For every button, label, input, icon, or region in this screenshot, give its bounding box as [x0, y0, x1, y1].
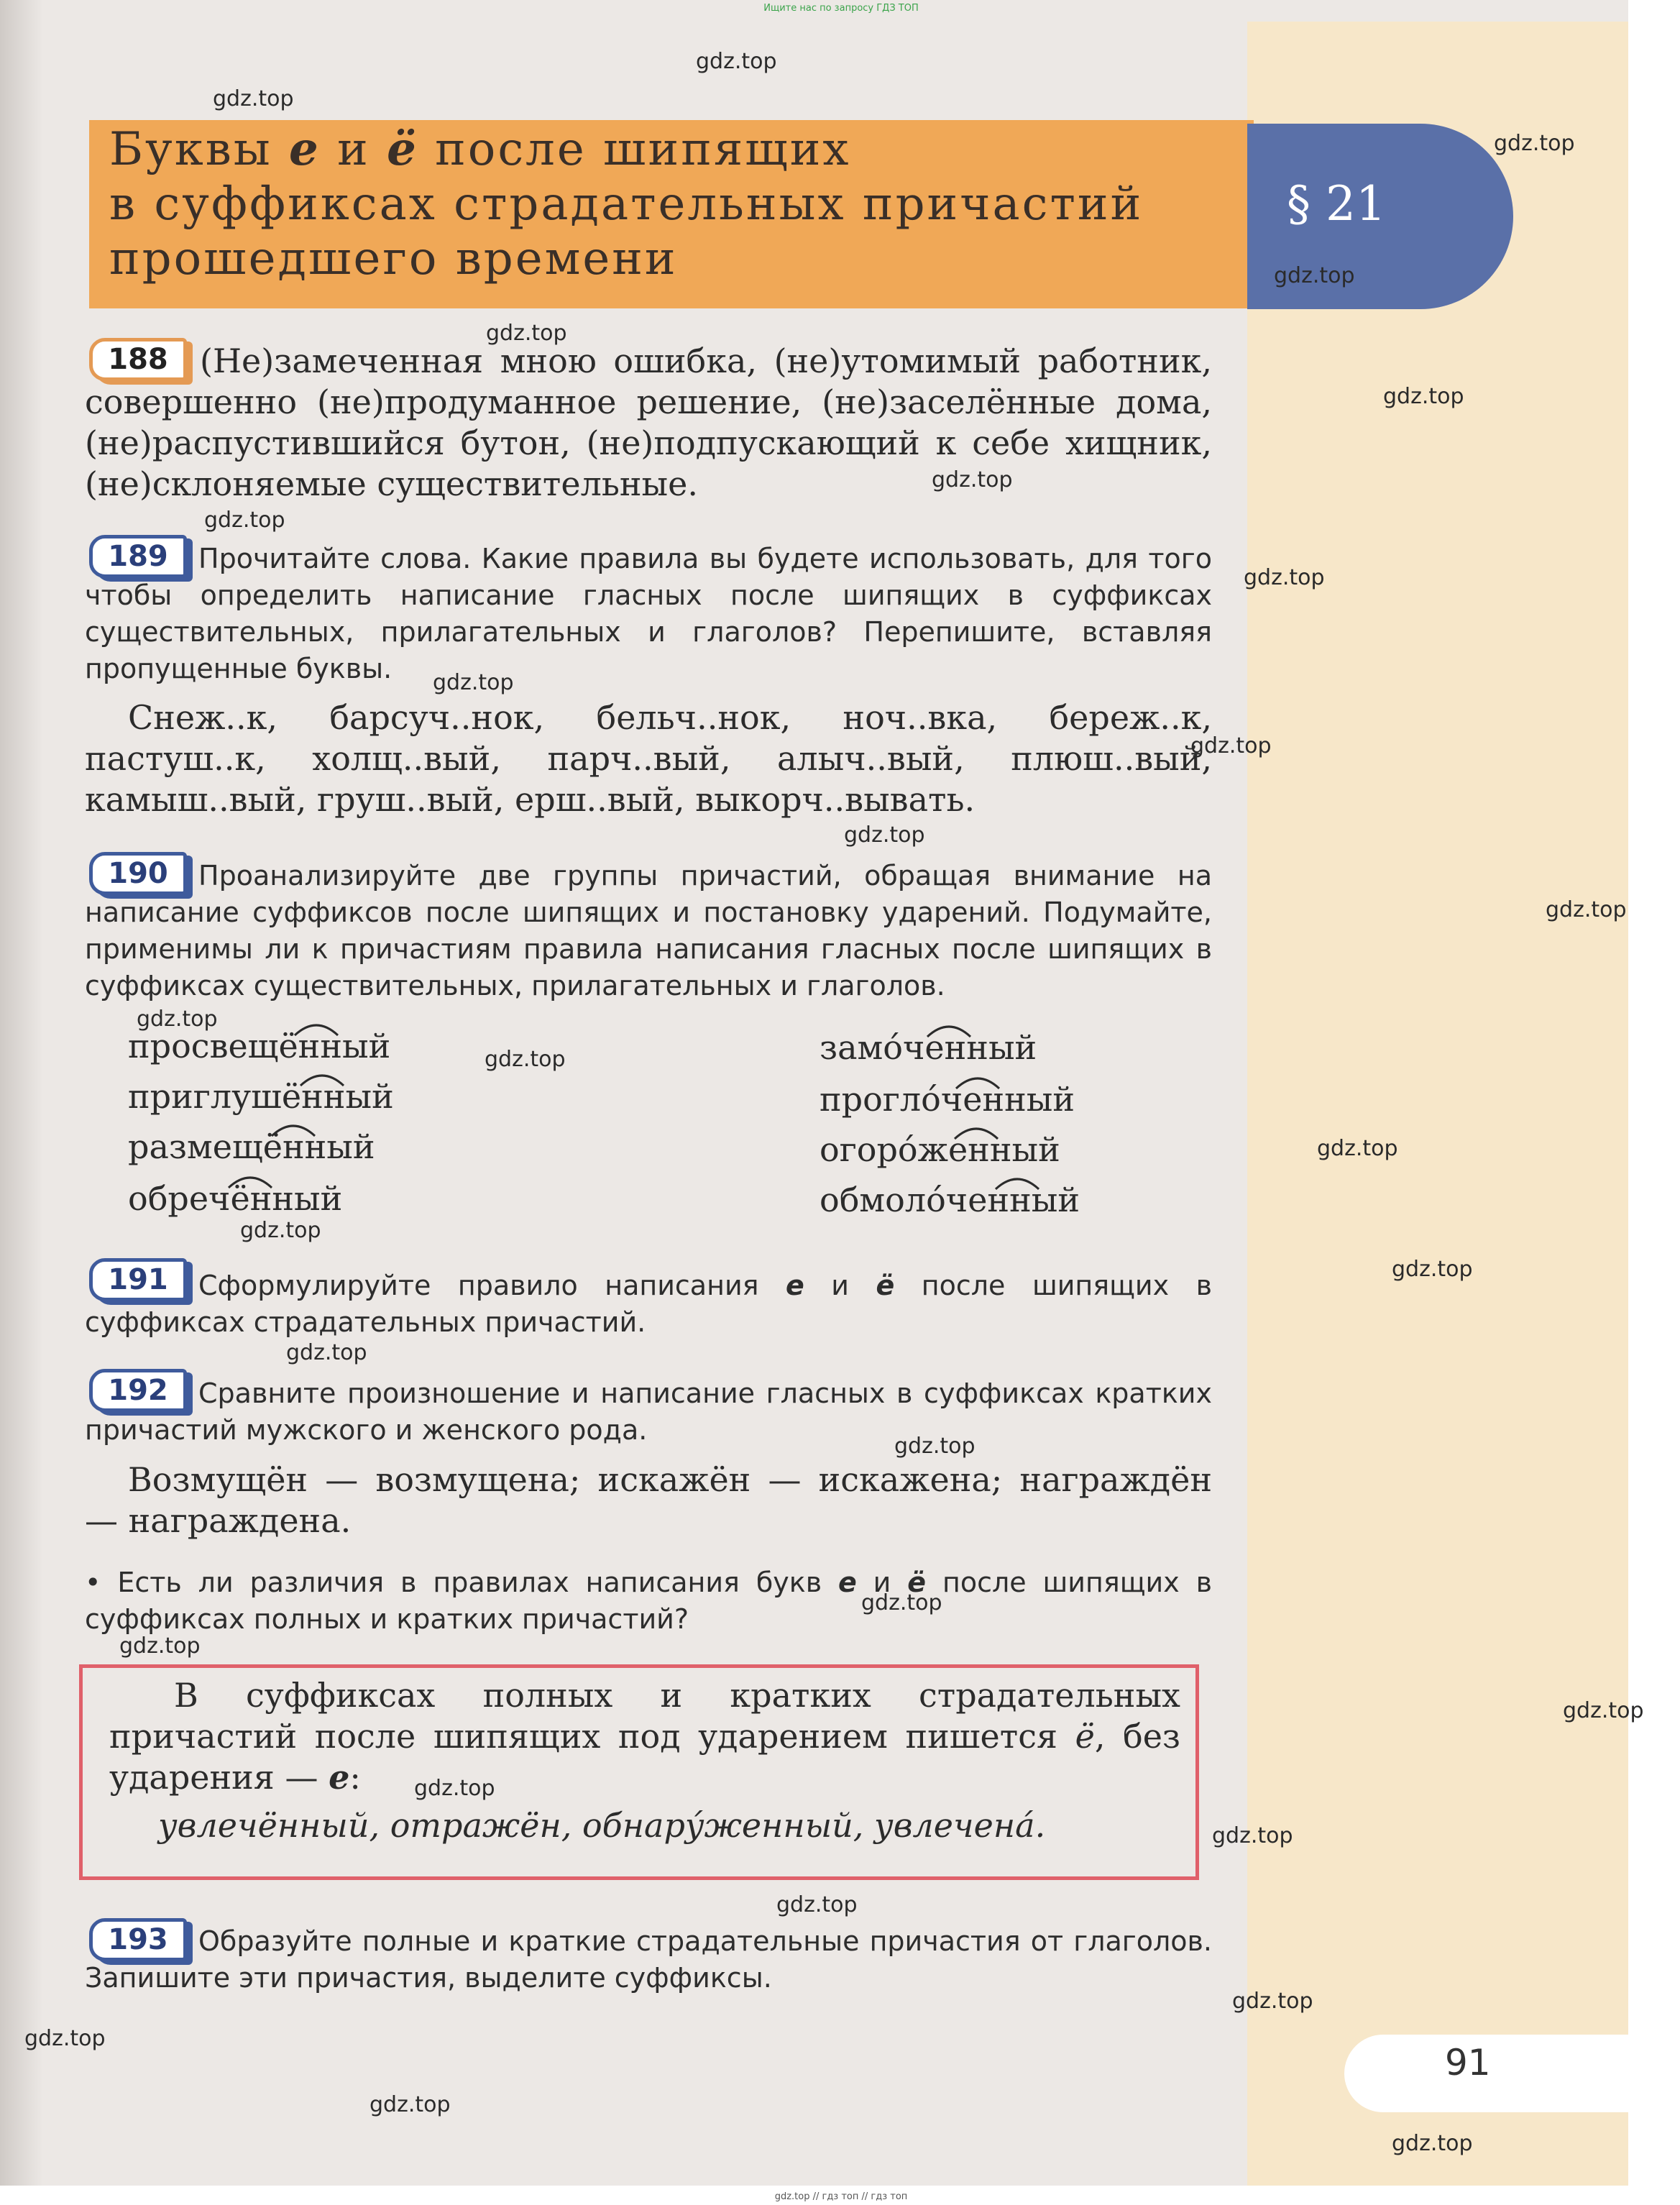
participle-left-4: обречённый	[128, 1179, 343, 1218]
watermark: gdz.top	[204, 508, 285, 533]
section-number: § 21	[1287, 176, 1386, 231]
bullet: •	[85, 1567, 101, 1598]
watermark: gdz.top	[1563, 1698, 1644, 1723]
watermark: gdz.top	[119, 1633, 201, 1659]
watermark: gdz.top	[414, 1776, 495, 1801]
watermark: gdz.top	[485, 1047, 566, 1072]
exercise-number-190: 190	[89, 852, 187, 895]
exercise-number-189: 189	[89, 535, 187, 578]
footer-note[interactable]: gdz.top // гдз топ // гдз топ	[774, 2191, 908, 2202]
watermark: gdz.top	[696, 49, 777, 74]
watermark: gdz.top	[1190, 733, 1272, 758]
exercise-number-191: 191	[89, 1258, 187, 1301]
watermark: gdz.top	[1274, 263, 1355, 288]
participle-right-4: обмоло́ченный	[820, 1181, 1080, 1219]
page-number: 91	[1445, 2042, 1491, 2083]
exercise-190-instruction: Проанализируйте две группы причастий, обращая внимание на написание суффиксов после шипящих и постановку ударений. Подумайте, применимы ли к причастиям правила написания гласных после шипящих в суффиксах существительных, прилагательных и глаголов.	[85, 860, 1212, 1001]
watermark: gdz.top	[1392, 2131, 1473, 2156]
watermark: gdz.top	[1383, 384, 1464, 409]
participle-right-1: замо́ченный	[820, 1028, 1037, 1067]
watermark: gdz.top	[1317, 1136, 1398, 1161]
exercise-192-instruction: Сравните произношение и написание гласных в суффиксах кратких причастий мужского и женского рода.	[85, 1377, 1212, 1446]
watermark: gdz.top	[894, 1434, 976, 1459]
watermark: gdz.top	[486, 321, 567, 346]
watermark: gdz.top	[1232, 1989, 1313, 2014]
watermark: gdz.top	[137, 1007, 218, 1032]
watermark: gdz.top	[861, 1590, 942, 1615]
exercise-189-words: Снеж..к, барсуч..нок, бельч..нок, ноч..вка, береж..к, пастуш..к, холщ..вый, парч..вый, алыч..вый, плюш..вый, камыш..вый, груш..вый, ерш..вый, выкорч..вывать.	[85, 698, 1212, 819]
title-line-3: прошедшего времени	[109, 232, 678, 285]
watermark: gdz.top	[776, 1892, 858, 1917]
top-note[interactable]: Ищите нас по запросу ГДЗ ТОП	[763, 3, 919, 14]
rule-examples: увлечённый, отражён, обнару́женный, увлечена́.	[158, 1806, 1046, 1845]
watermark: gdz.top	[932, 467, 1013, 492]
participle-right-3: огоро́женный	[820, 1130, 1060, 1169]
participle-right-2: прогло́ченный	[820, 1080, 1075, 1119]
title-line-1: Буквы е и ё после шипящих	[109, 122, 851, 176]
exercise-193-instruction: Образуйте полные и краткие страдательные причастия от глаголов. Запишите эти причастия, выделите суффиксы.	[85, 1925, 1212, 1994]
watermark: gdz.top	[433, 670, 514, 695]
watermark: gdz.top	[286, 1340, 367, 1365]
rule-text: В суффиксах полных и кратких страдательных причастий после шипящих под ударением пишется ё, без ударения — е:	[109, 1676, 1181, 1797]
exercise-192-question: • Есть ли различия в правилах написания букв е и ё после шипящих в суффиксах полных и кратких причастий?	[85, 1567, 1212, 1635]
watermark: gdz.top	[369, 2092, 451, 2117]
exercise-number-188: 188	[89, 338, 187, 381]
watermark: gdz.top	[1244, 565, 1325, 590]
watermark: gdz.top	[24, 2026, 106, 2051]
watermark: gdz.top	[844, 822, 925, 848]
watermark: gdz.top	[1392, 1257, 1473, 1282]
participle-left-3: размещённый	[128, 1127, 375, 1166]
watermark: gdz.top	[1212, 1823, 1293, 1848]
title-line-2: в суффиксах страдательных причастий	[109, 178, 1144, 231]
exercise-number-192: 192	[89, 1369, 187, 1412]
exercise-191-text: Сформулируйте правило написания е и ё после шипящих в суффиксах страдательных причастий.	[85, 1270, 1212, 1338]
exercise-192-words: Возмущён — возмущена; искажён — искажена; награждён — награждена.	[85, 1460, 1212, 1540]
watermark: gdz.top	[1494, 131, 1575, 156]
exercise-188-text: (Не)замеченная мною ошибка, (не)утомимый работник, совершенно (не)продуманное решение, (не)заселённые дома, (не)распустившийся бутон, (не)подпускающий к себе хищник, (не)склоняемые существительные.	[85, 341, 1212, 503]
participle-left-2: приглушённый	[128, 1077, 394, 1116]
exercise-189-instruction: Прочитайте слова. Какие правила вы будете использовать, для того чтобы определить написание гласных после шипящих в суффиксах существительных, прилагательных и глаголов? Перепишите, вставляя пропущенные буквы.	[85, 543, 1212, 684]
participle-left-1: просвещённый	[128, 1027, 391, 1065]
watermark: gdz.top	[1546, 897, 1627, 922]
watermark: gdz.top	[240, 1218, 321, 1243]
watermark: gdz.top	[213, 86, 294, 111]
exercise-number-193: 193	[89, 1918, 187, 1961]
